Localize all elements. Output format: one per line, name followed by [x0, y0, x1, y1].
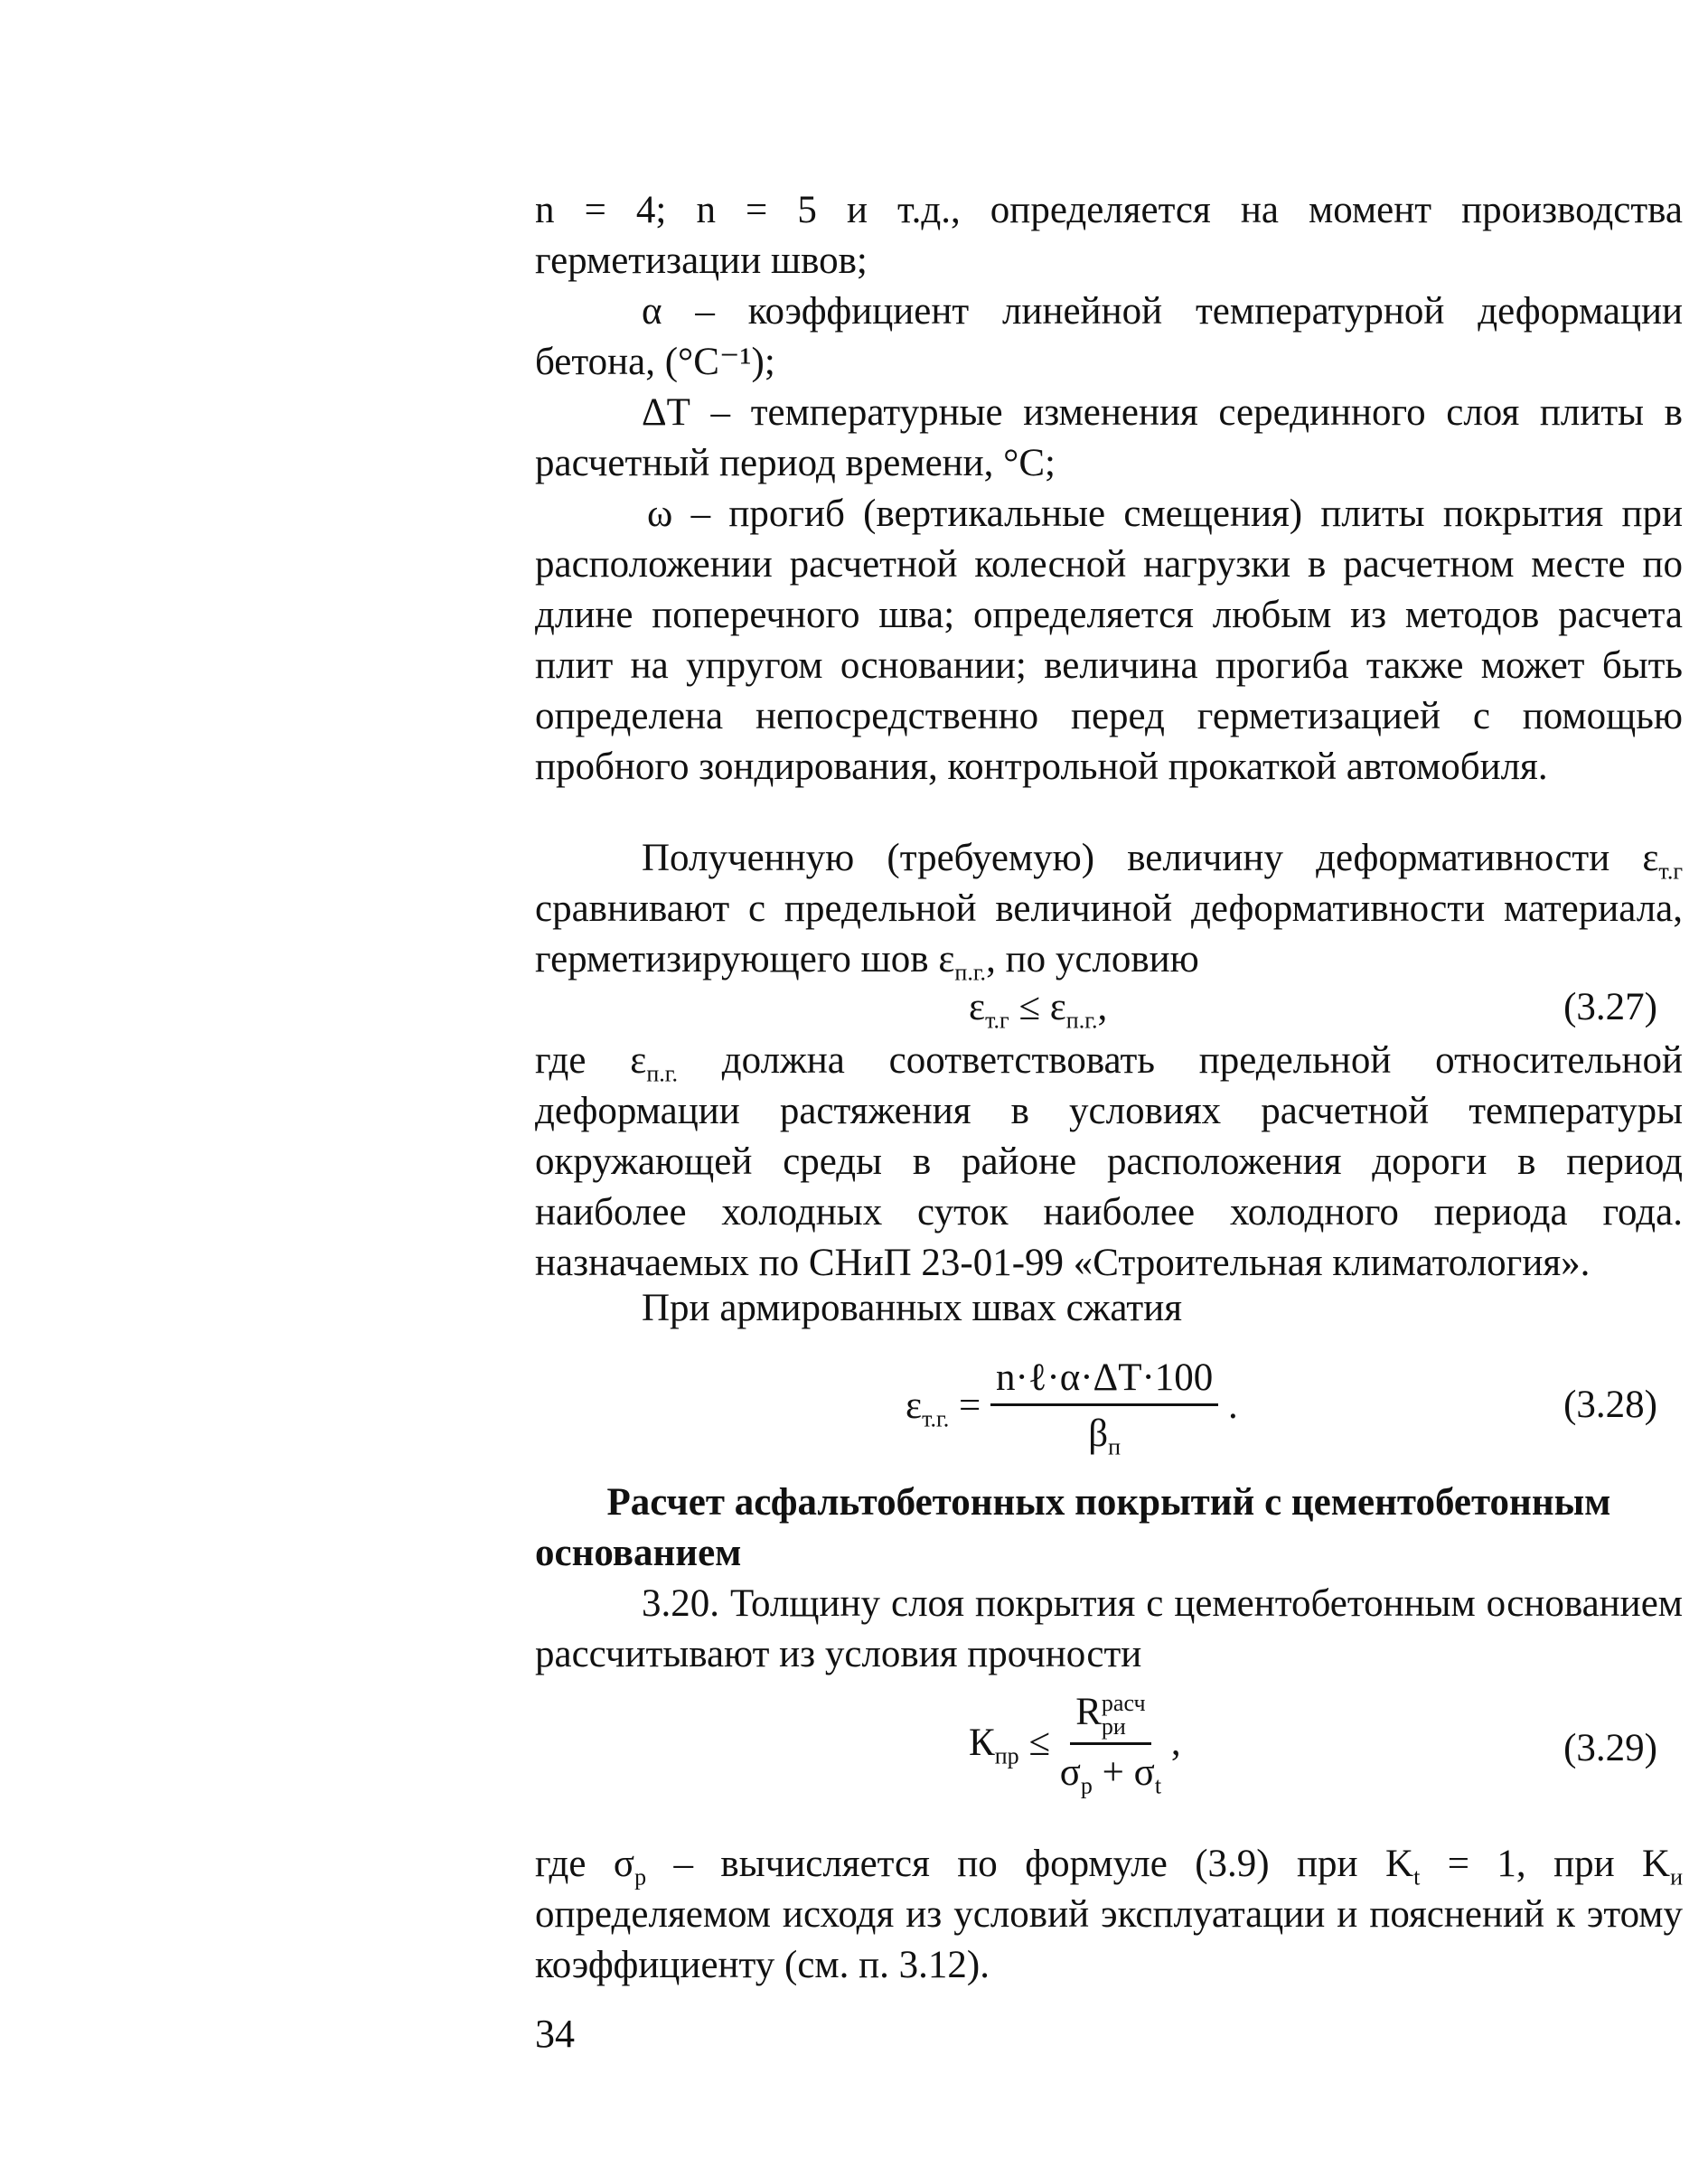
paragraph-text: Полученную (требуемую) величину деформативности $\varepsilon_{т.г}$ сравнивают с предельной величиной деформативности материала, герметизирующего шов $\varepsilon_{п.г.}$, по условию	[535, 837, 1683, 986]
equation-3-28	[535, 1356, 1683, 1468]
paragraph-1	[535, 185, 1683, 286]
paragraph-text: При армированных швах сжатия	[642, 1287, 1182, 1329]
equation-number: (3.28)	[1563, 1384, 1657, 1426]
equation-number: (3.27)	[1563, 986, 1657, 1028]
formula: $\varepsilon_{т.г} \le \varepsilon_{п.г.}$,	[969, 986, 1108, 1034]
heading-text: Расчет асфальтобетонных покрытий с цементобетонным основанием	[535, 1481, 1611, 1574]
paragraph-3	[535, 388, 1683, 489]
paragraph-text: α – коэффициент линейной температурной деформации бетона, (°С⁻¹);	[535, 290, 1683, 383]
paragraph-text: где $\varepsilon_{п.г.}$ должна соответствовать предельной относительной деформации растяжения в условиях расчетной температуры окружающей среды в районе расположения дороги в период наиболее холодных суток наиболее холодного периода года. назначаемых по СНиП 23-01-99 «Строительная климатология».	[535, 1039, 1684, 1284]
page-number: 34	[535, 2012, 575, 2056]
fraction	[1059, 1690, 1162, 1799]
paragraph-8	[535, 1579, 1683, 1680]
formula: $К_{пр}$ ≤ R расч ри $\sigma_р + \sigma_t$ ,	[969, 1690, 1181, 1799]
section-heading	[535, 1478, 1683, 1579]
paragraph-text: где $\sigma_р$ – вычисляется по формуле (3.9) при $K_t = 1$, при $K_и$ определяемом исходя из условий эксплуатации и пояснений к этому коэффициенту (см. п. 3.12).	[535, 1843, 1684, 1986]
numerator: R расч ри	[1070, 1690, 1150, 1745]
paragraph-4	[535, 489, 1683, 793]
equation-3-29	[535, 1690, 1683, 1816]
fraction	[990, 1356, 1218, 1460]
paragraph-text: ΔТ – температурные изменения серединного слоя плиты в расчетный период времени, °С;	[535, 391, 1683, 484]
paragraph-text: n = 4; n = 5 и т.д., определяется на момент производства герметизации швов;	[535, 189, 1683, 282]
equation-3-27	[535, 985, 1683, 1039]
paragraph-5	[535, 833, 1683, 985]
denominator: $\sigma_р + \sigma_t$	[1059, 1751, 1162, 1799]
paragraph-text: 3.20. Толщину слоя покрытия с цементобетонным основанием рассчитывают из условия прочности	[535, 1582, 1683, 1675]
paragraph-7	[535, 1283, 1683, 1334]
paragraph-6	[535, 1036, 1683, 1289]
denominator: $\beta_п$	[1088, 1412, 1121, 1460]
equation-number: (3.29)	[1563, 1727, 1657, 1769]
formula: $\varepsilon_{т.г.}$ = $\frac{\text{n·ℓ·α·ΔТ·100}}{\beta_п}$ .	[906, 1356, 1238, 1460]
numerator: n·ℓ·α·ΔТ·100	[990, 1356, 1218, 1406]
paragraph-text: ω – прогиб (вертикальные смещения) плиты покрытия при расположении расчетной колесной нагрузки в расчетном месте по длине поперечного шва; определяется любым из методов расчета плит на упругом основании; величина прогиба также может быть определена непосредственно перед герметизацией с помощью пробного зондирования, контрольной прокаткой автомобиля.	[535, 493, 1683, 788]
paragraph-9	[535, 1839, 1683, 1991]
paragraph-2	[535, 286, 1683, 388]
